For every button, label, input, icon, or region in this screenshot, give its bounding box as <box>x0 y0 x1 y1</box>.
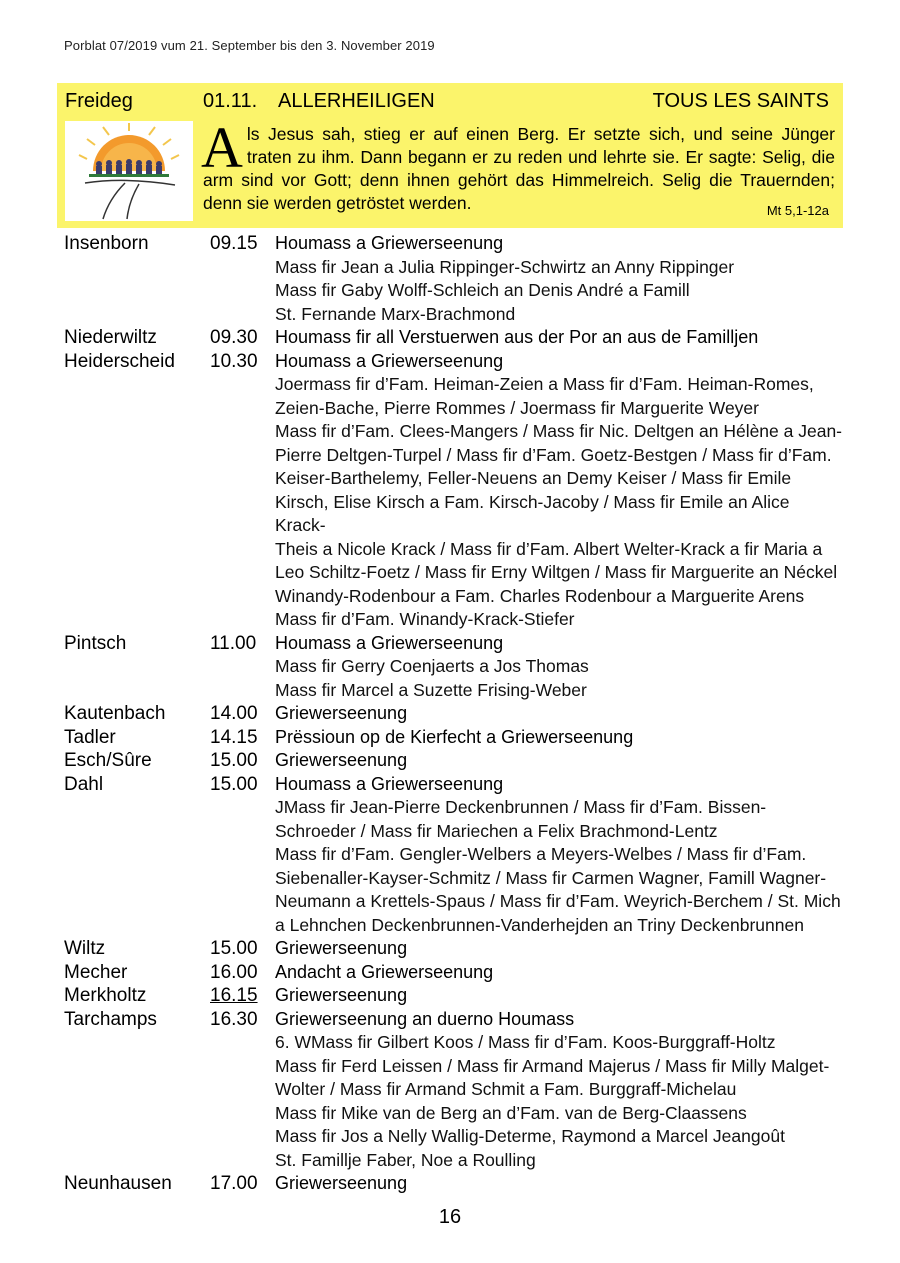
schedule-place: Heiderscheid <box>64 350 175 372</box>
schedule-detail-line: JMass fir Jean-Pierre Deckenbrunnen / Mass fir d’Fam. Bissen- <box>275 797 767 817</box>
schedule-time: 14.00 <box>210 703 258 724</box>
sunrise-crowd-icon <box>65 121 193 221</box>
schedule-detail-line: Theis a Nicole Krack / Mass fir d’Fam. Albert Welter-Krack a fir Maria a <box>275 538 823 559</box>
schedule-detail-line: Mass fir Gaby Wolff-Schleich an Denis André a Famill <box>275 280 690 300</box>
schedule-place: Neunhausen <box>64 1173 172 1194</box>
schedule-detail-line: Kirsch, Elise Kirsch a Fam. Kirsch-Jacoby / Mass fir Emile an Alice Krack- <box>275 491 790 535</box>
schedule-row <box>64 326 844 350</box>
schedule-row <box>64 749 844 773</box>
schedule-detail-line: 6. WMass fir Gilbert Koos / Mass fir d’Fam. Koos-Burggraff-Holtz <box>275 1032 776 1052</box>
gospel-body: ls Jesus sah, stieg er auf einen Berg. Er setzte sich, und seine Jünger traten zu ihm. Dann begann er zu reden und lehrte sie. Er sagte: Selig, die arm sind vor Gott; denn ihnen gehört das Himmelreich. Selig die Trauernden; denn sie werden getröstet werden. <box>203 124 835 213</box>
schedule-service: Houmass a Griewerseenung <box>275 773 504 794</box>
schedule-time: 15.00 <box>210 750 258 771</box>
schedule-place: Kautenbach <box>64 703 166 724</box>
service-schedule <box>64 232 844 1196</box>
schedule-detail-line: Wolter / Mass fir Armand Schmit a Fam. Burggraff-Michelau <box>275 1079 737 1099</box>
schedule-row <box>64 773 844 938</box>
feast-box <box>57 83 843 228</box>
schedule-service: Griewerseenung <box>275 985 408 1005</box>
schedule-time: 11.00 <box>210 632 257 654</box>
dropcap-letter: A <box>201 115 243 180</box>
schedule-service: Prëssioun op de Kierfecht a Griewerseenung <box>275 726 634 747</box>
schedule-detail-line: St. Famillje Faber, Noe a Roulling <box>275 1149 536 1170</box>
schedule-service: Griewerseenung an duerno Houmass <box>275 1008 575 1029</box>
schedule-row <box>64 1172 844 1196</box>
schedule-detail-line: Mass fir Jos a Nelly Wallig-Determe, Raymond a Marcel Jeangoût <box>275 1126 785 1146</box>
schedule-service: Griewerseenung <box>275 938 408 958</box>
schedule-place: Esch/Sûre <box>64 750 152 771</box>
schedule-detail-line: Schroeder / Mass fir Mariechen a Felix Brachmond-Lentz <box>275 820 718 841</box>
schedule-place: Mecher <box>64 961 128 983</box>
feast-date: 01.11. <box>203 90 258 112</box>
schedule-detail-line: Pierre Deltgen-Turpel / Mass fir d’Fam. Goetz-Bestgen / Mass fir d’Fam. <box>275 444 832 465</box>
schedule-service: Griewerseenung <box>275 750 408 770</box>
schedule-service: Griewerseenung <box>275 703 408 723</box>
schedule-detail-line: Mass fir d’Fam. Clees-Mangers / Mass fir Nic. Deltgen an Hélène a Jean- <box>275 421 843 441</box>
feast-name: ALLERHEILIGEN <box>278 90 435 112</box>
schedule-row <box>64 937 844 961</box>
schedule-service: Griewerseenung <box>275 1173 408 1193</box>
schedule-detail-line: Mass fir d’Fam. Gengler-Welbers a Meyers-Welbes / Mass fir d’Fam. <box>275 844 807 864</box>
schedule-detail-line: Mass fir Marcel a Suzette Frising-Weber <box>275 679 587 700</box>
schedule-detail-line: Siebenaller-Kayser-Schmitz / Mass fir Carmen Wagner, Famill Wagner- <box>275 867 827 888</box>
schedule-service: Houmass a Griewerseenung <box>275 350 504 371</box>
schedule-service: Houmass fir all Verstuerwen aus der Por an aus de Familljen <box>275 327 759 347</box>
schedule-detail-line: a Lehnchen Deckenbrunnen-Vanderhejden an Triny Deckenbrunnen <box>275 914 804 935</box>
schedule-detail-line: Neumann a Krettels-Spaus / Mass fir d’Fam. Weyrich-Berchem / St. Mich <box>275 891 841 911</box>
feast-name-fr: TOUS LES SAINTS <box>652 90 829 112</box>
schedule-detail-line: Zeien-Bache, Pierre Rommes / Joermass fir Marguerite Weyer <box>275 397 759 418</box>
schedule-row <box>64 632 844 703</box>
schedule-detail-line: Mass fir Jean a Julia Rippinger-Schwirtz an Anny Rippinger <box>275 256 735 277</box>
schedule-row <box>64 726 844 750</box>
schedule-detail-line: Mass fir d’Fam. Winandy-Krack-Stiefer <box>275 609 575 629</box>
schedule-service: Andacht a Griewerseenung <box>275 961 494 982</box>
schedule-place: Merkholtz <box>64 985 147 1006</box>
schedule-detail-line: Leo Schiltz-Foetz / Mass fir Erny Wiltgen / Mass fir Marguerite an Néckel <box>275 562 838 582</box>
page-number: 16 <box>438 1206 462 1228</box>
schedule-place: Dahl <box>64 773 104 795</box>
schedule-detail-line: Mass fir Ferd Leissen / Mass fir Armand Majerus / Mass fir Milly Malget- <box>275 1055 830 1076</box>
schedule-time: 09.30 <box>210 327 258 348</box>
schedule-detail-line: St. Fernande Marx-Brachmond <box>275 303 516 324</box>
schedule-time: 09.15 <box>210 233 258 254</box>
schedule-service: Houmass a Griewerseenung <box>275 233 504 253</box>
schedule-row <box>64 702 844 726</box>
page-header: Porblat 07/2019 vum 21. September bis den 3. November 2019 <box>64 38 435 53</box>
schedule-detail-line: Mass fir Gerry Coenjaerts a Jos Thomas <box>275 656 589 676</box>
schedule-service: Houmass a Griewerseenung <box>275 632 504 653</box>
schedule-place: Tadler <box>64 726 116 748</box>
schedule-detail-line: Mass fir Mike van de Berg an d’Fam. van de Berg-Claassens <box>275 1102 747 1123</box>
schedule-place: Wiltz <box>64 938 106 959</box>
schedule-row <box>64 984 844 1008</box>
schedule-place: Tarchamps <box>64 1008 157 1030</box>
schedule-time: 16.15 <box>210 985 258 1006</box>
schedule-place: Niederwiltz <box>64 327 157 348</box>
schedule-detail-line: Joermass fir d’Fam. Heiman-Zeien a Mass fir d’Fam. Heiman-Romes, <box>275 374 814 394</box>
bible-reference: Mt 5,1-12a <box>766 203 829 218</box>
schedule-place: Insenborn <box>64 233 149 254</box>
schedule-time: 14.15 <box>210 726 258 748</box>
schedule-row <box>64 350 844 632</box>
schedule-detail-line: Winandy-Rodenbour a Fam. Charles Rodenbour a Marguerite Arens <box>275 585 805 606</box>
schedule-time: 15.00 <box>210 938 258 959</box>
schedule-time: 16.00 <box>210 961 258 983</box>
schedule-detail-line: Keiser-Barthelemy, Feller-Neuens an Demy Keiser / Mass fir Emile <box>275 468 792 488</box>
schedule-time: 17.00 <box>210 1173 258 1194</box>
schedule-row <box>64 232 844 326</box>
feast-gospel-text <box>201 115 835 215</box>
schedule-row <box>64 961 844 985</box>
schedule-time: 16.30 <box>210 1008 258 1030</box>
feast-day: Freideg <box>65 90 133 112</box>
schedule-place: Pintsch <box>64 632 127 654</box>
schedule-time: 15.00 <box>210 773 258 795</box>
schedule-row <box>64 1008 844 1173</box>
schedule-time: 10.30 <box>210 350 258 372</box>
